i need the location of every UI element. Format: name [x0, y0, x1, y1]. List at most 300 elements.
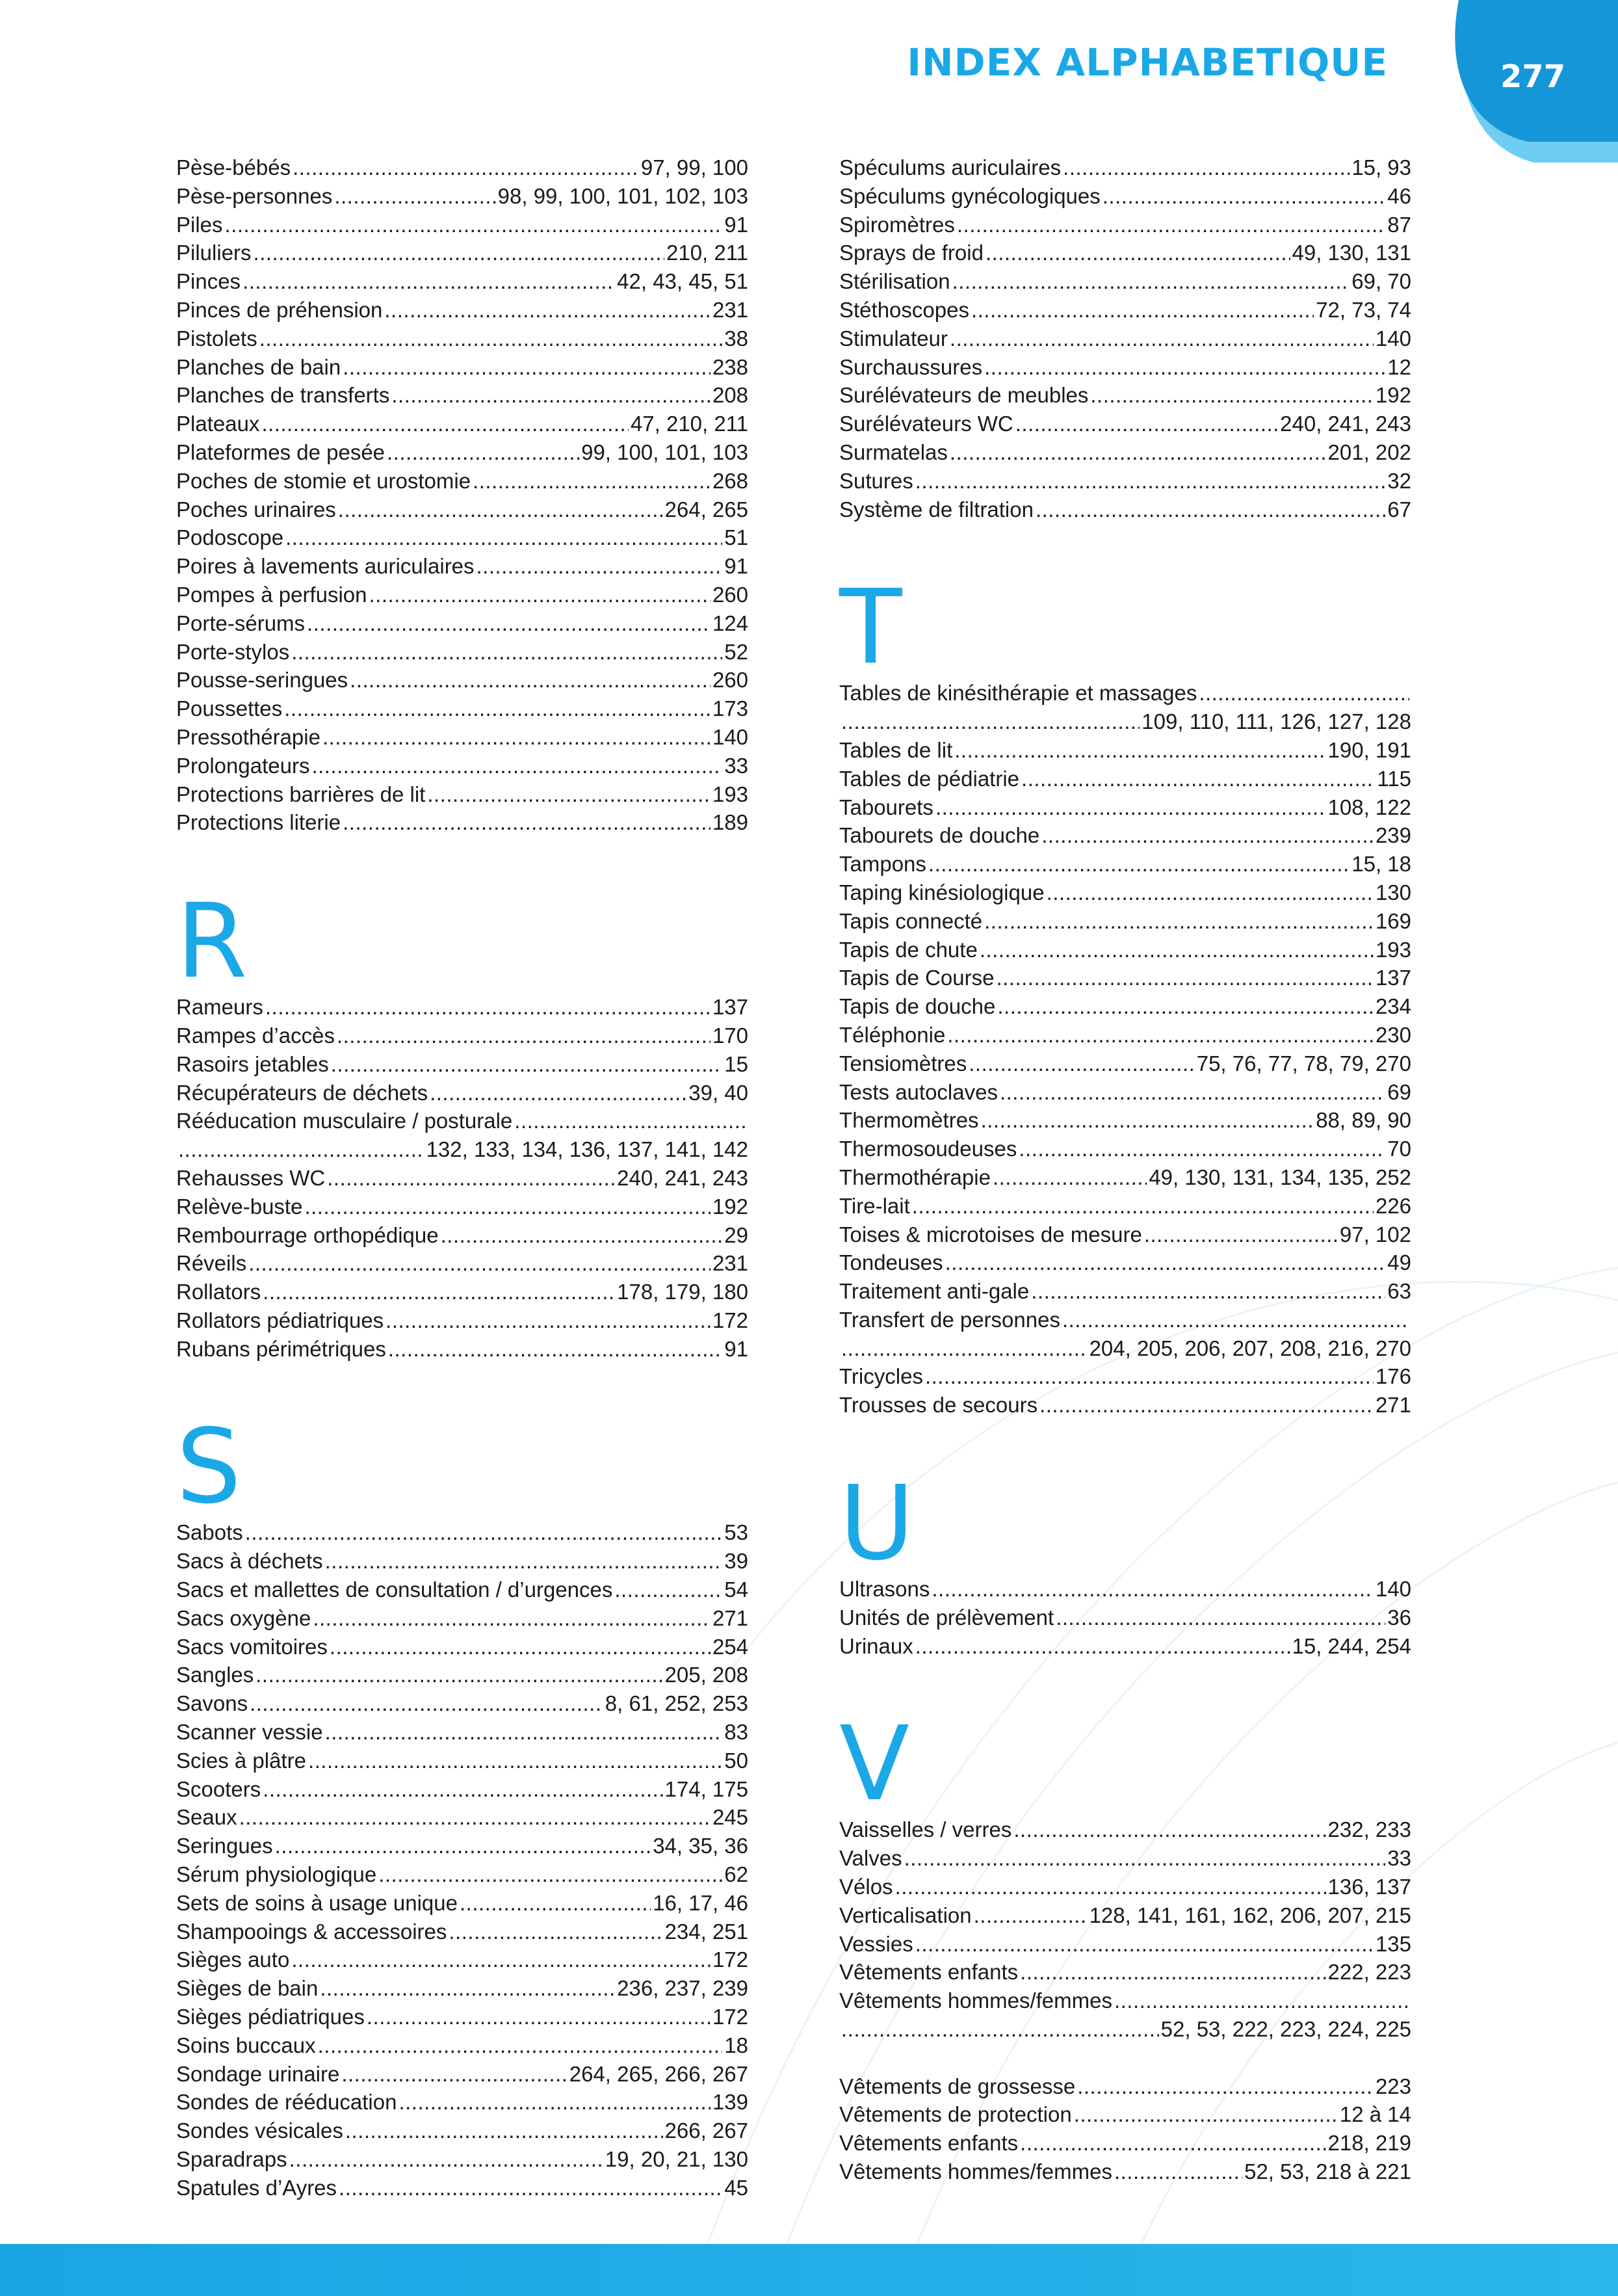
entry-pages: 15, 244, 254 — [1292, 1633, 1411, 1658]
entry-list-s — [176, 1518, 748, 2202]
entry-pages: 18 — [724, 2033, 748, 2057]
dot-leader — [915, 1632, 1290, 1661]
index-entry — [176, 410, 748, 438]
dot-leader — [969, 1049, 1194, 1078]
dot-leader — [367, 2003, 711, 2031]
entry-pages: 69, 70 — [1351, 269, 1411, 294]
entry-pages: 218, 219 — [1327, 2131, 1411, 2156]
entry-term: Prolongateurs — [176, 753, 310, 778]
entry-pages: 39, 40 — [688, 1080, 748, 1105]
entry-pages: 266, 267 — [664, 2118, 748, 2143]
entry-pages: 140 — [1375, 326, 1411, 350]
entry-term: Urinaux — [839, 1633, 913, 1658]
dot-leader — [225, 211, 723, 239]
dot-leader — [841, 707, 1140, 736]
index-entry — [839, 1844, 1411, 1873]
index-entry — [839, 1049, 1411, 1078]
dot-leader — [954, 736, 1325, 765]
letter-heading-s: S — [176, 1407, 242, 1527]
dot-leader — [985, 239, 1290, 267]
dot-leader — [320, 1974, 615, 2003]
entry-pages: 210, 211 — [666, 241, 748, 265]
index-entry — [839, 467, 1411, 495]
dot-leader — [369, 581, 711, 609]
entry-pages: 239 — [1375, 823, 1411, 848]
entry-term: Stéthoscopes — [839, 297, 969, 322]
entry-term: Rollators pédiatriques — [176, 1308, 384, 1332]
dot-leader — [1103, 182, 1386, 211]
entry-pages: 97, 102 — [1339, 1222, 1411, 1247]
entry-pages: 109, 110, 111, 126, 127, 128 — [1142, 709, 1411, 734]
index-entry — [176, 1747, 748, 1775]
entry-term: Pinces — [176, 269, 241, 294]
dot-leader — [932, 1575, 1374, 1603]
footer-band — [0, 2244, 1618, 2296]
entry-pages: 240, 241, 243 — [617, 1165, 748, 1190]
index-entry — [839, 1248, 1411, 1277]
index-entry — [839, 182, 1411, 211]
index-entry — [839, 324, 1411, 353]
entry-list-r — [176, 993, 748, 1363]
entry-term: Réveils — [176, 1251, 247, 1276]
entry-pages: 36 — [1387, 1605, 1411, 1630]
entry-pages: 49, 130, 131, 134, 135, 252 — [1149, 1165, 1411, 1189]
entry-term: Relève-buste — [176, 1194, 303, 1219]
dot-leader — [343, 353, 711, 382]
entry-term: Rééducation musculaire / posturale — [176, 1109, 513, 1133]
entry-pages: 46 — [1387, 183, 1411, 208]
index-entry — [839, 2157, 1411, 2186]
page-title: INDEX ALPHABETIQUE — [907, 40, 1388, 85]
index-entry — [176, 1335, 748, 1364]
dot-leader — [614, 1576, 722, 1604]
entry-term: Vaisselles / verres — [839, 1817, 1012, 1842]
index-entry — [839, 850, 1411, 878]
dot-leader — [322, 723, 711, 752]
entry-pages: 70 — [1387, 1137, 1411, 1161]
dot-leader — [263, 1278, 615, 1306]
index-entry — [839, 1958, 1411, 1986]
dot-leader — [904, 1844, 1386, 1873]
entry-pages: 190, 191 — [1327, 737, 1411, 762]
entry-pages: 52, 53, 222, 223, 224, 225 — [1160, 2017, 1411, 2042]
entry-term: Téléphonie — [839, 1022, 946, 1047]
entry-term: Tensiomètres — [839, 1051, 967, 1075]
dot-leader — [928, 850, 1350, 878]
entry-pages: 189 — [712, 810, 748, 835]
entry-pages: 98, 99, 100, 101, 102, 103 — [497, 183, 748, 208]
entry-term: Piluliers — [176, 241, 252, 265]
entry-term: Protections barrières de lit — [176, 782, 426, 806]
dot-leader — [950, 438, 1326, 467]
entry-term: Pressothérapie — [176, 724, 320, 749]
entry-term: Tabourets — [839, 795, 933, 819]
dot-leader — [325, 1718, 723, 1747]
entry-term: Tapis connecté — [839, 908, 983, 933]
entry-pages: 193 — [712, 782, 748, 806]
index-entry — [176, 211, 748, 239]
index-entry — [176, 153, 748, 182]
dot-leader — [275, 1832, 651, 1860]
index-entry — [839, 1021, 1411, 1049]
entry-term: Rehausses WC — [176, 1165, 326, 1190]
entry-term: Poussettes — [176, 696, 283, 721]
index-entry — [176, 2117, 748, 2145]
index-entry — [176, 438, 748, 467]
entry-pages: 124 — [712, 611, 748, 635]
dot-leader — [1036, 495, 1385, 524]
entry-pages: 15 — [724, 1051, 748, 1076]
entry-term: Soins buccaux — [176, 2033, 316, 2057]
entry-term: Tapis de chute — [839, 937, 978, 962]
dot-leader — [308, 1747, 722, 1775]
index-entry — [839, 907, 1411, 936]
entry-term: Spéculums auriculaires — [839, 155, 1062, 179]
dot-leader — [378, 1860, 722, 1889]
entry-pages: 230 — [1375, 1022, 1411, 1047]
dot-leader — [1015, 410, 1278, 438]
entry-term: Trousses de secours — [839, 1393, 1038, 1418]
entry-pages: 32 — [1387, 468, 1411, 493]
dot-leader — [974, 1901, 1088, 1930]
dot-leader — [1020, 2129, 1325, 2157]
dot-leader — [331, 1050, 723, 1079]
entry-term: Transfert de personnes — [839, 1307, 1060, 1332]
index-entry — [839, 1192, 1411, 1221]
entry-pages: 39 — [724, 1549, 748, 1574]
dot-leader — [384, 296, 711, 324]
entry-pages: 140 — [1375, 1577, 1411, 1602]
dot-leader — [841, 1334, 1088, 1363]
dot-leader — [259, 324, 723, 353]
dot-leader — [1077, 2072, 1374, 2101]
index-entry — [839, 679, 1411, 707]
entry-pages: 49, 130, 131 — [1292, 241, 1411, 265]
index-entry — [176, 1022, 748, 1050]
entry-term: Sièges de bain — [176, 1976, 319, 2001]
index-entry — [176, 467, 748, 495]
entry-pages: 208 — [712, 383, 748, 408]
entry-pages: 169 — [1375, 908, 1411, 933]
index-entry — [176, 2031, 748, 2060]
index-entry — [176, 808, 748, 837]
dot-leader — [318, 2031, 723, 2060]
entry-pages: 52, 53, 218 à 221 — [1244, 2159, 1411, 2184]
index-entry — [176, 1889, 748, 1918]
dot-leader — [945, 1248, 1386, 1277]
dot-leader — [242, 267, 615, 296]
entry-term: Planches de bain — [176, 354, 341, 379]
dot-leader — [981, 1106, 1314, 1135]
entry-pages: 204, 205, 206, 207, 208, 216, 270 — [1089, 1336, 1411, 1360]
index-entry — [176, 2145, 748, 2174]
entry-pages: 135 — [1375, 1931, 1411, 1956]
index-entry — [839, 707, 1411, 736]
entry-term: Poires à lavements auriculaires — [176, 554, 475, 579]
index-entry — [839, 1603, 1411, 1632]
entry-pages: 67 — [1387, 497, 1411, 521]
entry-term: Surchaussures — [839, 354, 983, 379]
dot-leader — [1056, 1603, 1385, 1632]
dot-leader — [1114, 2157, 1242, 2186]
dot-leader — [388, 1335, 722, 1364]
entry-term: Thermosoudeuses — [839, 1137, 1017, 1161]
index-entry — [176, 296, 748, 324]
entry-pages: 8, 61, 252, 253 — [605, 1691, 748, 1716]
index-entry — [176, 993, 748, 1022]
entry-pages: 91 — [724, 1336, 748, 1361]
entry-pages: 240, 241, 243 — [1280, 412, 1411, 436]
dot-leader — [514, 1107, 746, 1135]
dot-leader — [996, 964, 1373, 992]
entry-pages: 16, 17, 46 — [653, 1890, 748, 1915]
entry-pages: 264, 265, 266, 267 — [569, 2061, 748, 2086]
index-entry — [176, 1946, 748, 1974]
index-entry — [839, 211, 1411, 239]
entry-pages: 99, 100, 101, 103 — [581, 440, 748, 464]
index-entry — [839, 1632, 1411, 1661]
entry-pages: 72, 73, 74 — [1316, 297, 1411, 322]
index-entry — [176, 381, 748, 410]
entry-pages: 63 — [1387, 1279, 1411, 1304]
entry-term: Spiromètres — [839, 212, 955, 237]
entry-term: Vêtements hommes/femmes — [839, 1988, 1112, 2013]
entry-term: Pousse-seringues — [176, 668, 348, 693]
index-entry — [176, 581, 748, 609]
index-entry — [176, 1661, 748, 1689]
entry-pages: 172 — [712, 2005, 748, 2029]
entry-term: Récupérateurs de déchets — [176, 1080, 428, 1105]
dot-leader — [441, 1221, 723, 1250]
entry-term: Sièges pédiatriques — [176, 2005, 365, 2029]
index-entry — [839, 1078, 1411, 1107]
dot-leader — [915, 467, 1386, 495]
entry-pages: 223 — [1375, 2074, 1411, 2098]
entry-term: Sacs et mallettes de consultation / d’urgences — [176, 1577, 613, 1602]
dot-leader — [313, 1604, 711, 1633]
dot-leader — [984, 353, 1385, 382]
index-entry — [839, 495, 1411, 524]
entry-term: Vêtements de grossesse — [839, 2074, 1076, 2098]
dot-leader — [1000, 1078, 1385, 1107]
entry-pages: 193 — [1375, 937, 1411, 962]
entry-list-u — [839, 1575, 1411, 1660]
entry-term: Tables de pédiatrie — [839, 766, 1020, 791]
index-entry — [839, 878, 1411, 907]
index-entry — [176, 2174, 748, 2202]
dot-leader — [476, 552, 723, 581]
entry-term: Rasoirs jetables — [176, 1051, 329, 1076]
index-entry — [839, 438, 1411, 467]
entry-pages: 49 — [1387, 1250, 1411, 1275]
entry-term: Vêtements enfants — [839, 2131, 1019, 2156]
entry-pages: 226 — [1375, 1193, 1411, 1218]
dot-leader — [1063, 153, 1350, 182]
entry-pages: 222, 223 — [1327, 1960, 1411, 1985]
entry-pages: 87 — [1387, 212, 1411, 237]
dot-leader — [293, 153, 639, 182]
dot-leader — [291, 638, 722, 666]
entry-term: Tables de kinésithérapie et massages — [839, 681, 1197, 706]
index-entry — [176, 1918, 748, 1946]
entry-term: Scanner vessie — [176, 1720, 323, 1745]
entry-term: Spéculums gynécologiques — [839, 183, 1101, 208]
index-entry — [839, 2129, 1411, 2157]
entry-pages: 174, 175 — [664, 1776, 748, 1801]
dot-leader — [841, 2015, 1159, 2044]
entry-term: Rubans périmétriques — [176, 1336, 386, 1361]
index-entry — [176, 1164, 748, 1193]
index-entry — [839, 992, 1411, 1021]
entry-pages: 254 — [712, 1634, 748, 1659]
dot-leader — [1019, 1135, 1385, 1163]
index-entry — [839, 381, 1411, 410]
entry-term: Vêtements de protection — [839, 2102, 1072, 2127]
index-entry — [176, 1633, 748, 1661]
entry-pages: 115 — [1377, 766, 1411, 791]
dot-leader — [993, 1163, 1147, 1192]
dot-leader — [339, 2174, 722, 2202]
index-entry — [176, 1860, 748, 1889]
dot-leader — [1114, 1986, 1409, 2015]
index-entry — [176, 1775, 748, 1804]
entry-pages: 15, 93 — [1351, 155, 1411, 179]
entry-pages: 62 — [724, 1862, 748, 1887]
entry-term: Sondes vésicales — [176, 2118, 343, 2143]
entry-term: Stimulateur — [839, 326, 948, 350]
entry-pages: 234 — [1375, 994, 1411, 1019]
dot-leader — [385, 1306, 711, 1335]
entry-pages: 130 — [1375, 880, 1411, 904]
entry-list-v — [839, 1815, 1411, 2043]
dot-leader — [341, 2060, 567, 2089]
entry-term: Vêtements hommes/femmes — [839, 2159, 1112, 2184]
entry-pages: 34, 35, 36 — [653, 1834, 748, 1858]
dot-leader — [337, 1022, 711, 1050]
index-entry — [176, 267, 748, 296]
entry-term: Sprays de froid — [839, 241, 984, 265]
entry-term: Unités de prélèvement — [839, 1605, 1054, 1630]
letter-heading-u: U — [839, 1464, 915, 1584]
dot-leader — [957, 211, 1385, 239]
index-entry — [176, 353, 748, 382]
entry-term: Scooters — [176, 1776, 261, 1801]
index-entry — [176, 182, 748, 211]
dot-leader — [350, 666, 711, 694]
index-entry — [176, 1249, 748, 1278]
entry-term: Sacs oxygène — [176, 1605, 311, 1630]
index-entry — [176, 2088, 748, 2117]
entry-term: Sutures — [839, 468, 913, 493]
entry-term: Seaux — [176, 1805, 237, 1830]
entry-term: Sièges auto — [176, 1947, 290, 1972]
entry-term: Planches de transferts — [176, 383, 390, 408]
entry-pages: 88, 89, 90 — [1316, 1108, 1411, 1133]
right-column — [839, 153, 1411, 2186]
index-entry — [176, 1689, 748, 1718]
dot-leader — [289, 2145, 603, 2174]
entry-pages: 173 — [712, 696, 748, 721]
entry-pages: 192 — [712, 1194, 748, 1219]
entry-pages: 97, 99, 100 — [640, 155, 748, 179]
entry-pages: 137 — [712, 995, 748, 1020]
entry-term: Spatules d’Ayres — [176, 2175, 337, 2200]
dot-leader — [895, 1873, 1326, 1901]
dot-leader — [265, 993, 711, 1022]
entry-term: Rampes d’accès — [176, 1023, 335, 1048]
entry-pages: 172 — [712, 1947, 748, 1972]
entry-term: Tampons — [839, 852, 926, 877]
dot-leader — [449, 1918, 662, 1946]
entry-pages: 236, 237, 239 — [617, 1976, 748, 2001]
entry-pages: 271 — [1375, 1393, 1411, 1418]
dot-leader — [255, 1661, 662, 1689]
index-entry — [176, 2003, 748, 2031]
entry-term: Vêtements enfants — [839, 1960, 1019, 1985]
entry-pages: 178, 179, 180 — [617, 1280, 748, 1304]
index-entry — [176, 1974, 748, 2003]
entry-term: Traitement anti-gale — [839, 1279, 1030, 1304]
dot-leader — [950, 324, 1374, 353]
index-entry — [176, 1518, 748, 1547]
entry-list-t — [839, 679, 1411, 1419]
dot-leader — [239, 1803, 711, 1832]
index-entry — [176, 1221, 748, 1250]
dot-leader — [980, 936, 1374, 964]
entry-pages: 47, 210, 211 — [630, 412, 748, 436]
dot-leader — [338, 495, 663, 524]
dot-leader — [1041, 821, 1374, 850]
entry-pages: 264, 265 — [664, 497, 748, 521]
letter-heading-t: T — [839, 568, 902, 688]
index-entry — [176, 495, 748, 524]
entry-pages: 33 — [1387, 1846, 1411, 1871]
entry-pages: 231 — [712, 1251, 748, 1276]
entry-pages: 170 — [712, 1023, 748, 1048]
index-entry — [176, 723, 748, 752]
entry-term: Verticalisation — [839, 1903, 972, 1927]
index-entry — [176, 523, 748, 552]
entry-pages: 69 — [1387, 1079, 1411, 1104]
index-entry — [176, 1079, 748, 1107]
entry-pages: 51 — [724, 525, 748, 550]
dot-leader — [1090, 381, 1374, 410]
entry-term: Vessies — [839, 1931, 913, 1956]
dot-leader — [1020, 1958, 1325, 1986]
entry-pages: 75, 76, 77, 78, 79, 270 — [1196, 1051, 1411, 1075]
index-entry — [176, 694, 748, 723]
entry-term: Tables de lit — [839, 737, 953, 762]
entry-term: Sangles — [176, 1663, 254, 1687]
index-entry — [176, 1050, 748, 1079]
index-entry — [839, 1106, 1411, 1135]
index-entry — [839, 1815, 1411, 1844]
dot-leader — [387, 438, 579, 467]
entry-pages: 38 — [724, 326, 748, 350]
entry-pages: 132, 133, 134, 136, 137, 141, 142 — [426, 1137, 748, 1162]
index-entry — [176, 752, 748, 780]
index-entry — [839, 821, 1411, 850]
index-entry — [839, 1135, 1411, 1163]
index-entry — [176, 1547, 748, 1576]
entry-pages: 108, 122 — [1327, 795, 1411, 819]
dot-leader — [291, 1946, 711, 1974]
entry-term: Vélos — [839, 1875, 893, 1899]
entry-term: Pèse-personnes — [176, 183, 333, 208]
index-entry — [176, 1193, 748, 1221]
entry-pages: 52 — [724, 639, 748, 664]
entry-pages: 54 — [724, 1577, 748, 1602]
